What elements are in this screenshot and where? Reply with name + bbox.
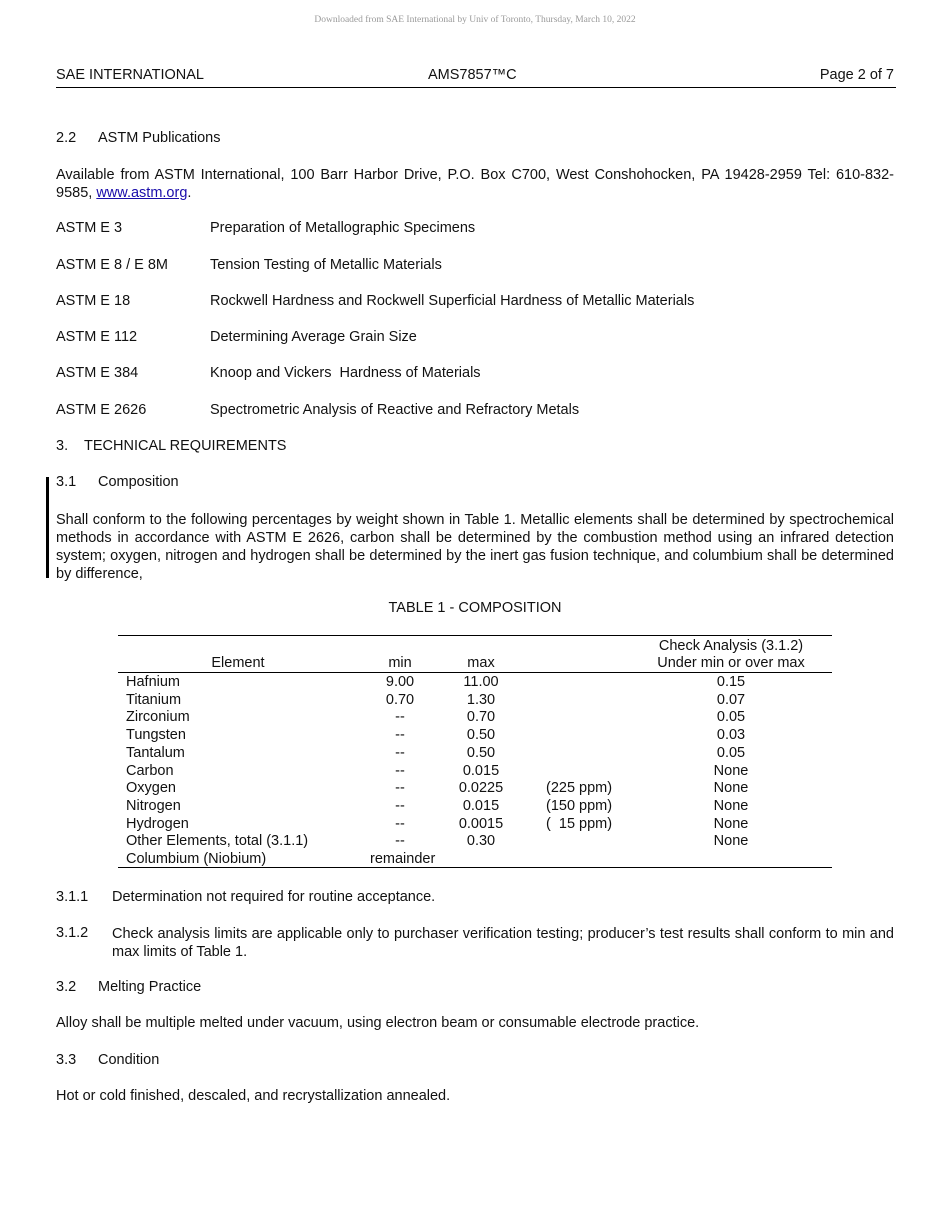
reference-code: ASTM E 384	[56, 365, 139, 381]
table-header-check-line1: Check Analysis (3.1.2)	[658, 638, 804, 654]
header-page-number: Page 2 of 7	[819, 67, 894, 83]
table-cell-check: 0.03	[716, 727, 746, 744]
section-2-2-number: 2.2	[56, 130, 77, 146]
note-text: Check analysis limits are applicable only to purchaser verification testing; producer’s test results shall conform to min and max limits of Table 1.	[112, 926, 894, 960]
table-cell-max: 0.0015	[458, 815, 504, 832]
note-number: 3.1.2	[56, 925, 89, 941]
table-cell-max: 0.015	[462, 762, 500, 779]
table-cell-max: 0.50	[466, 744, 496, 761]
section-2-2-title: ASTM Publications	[98, 130, 221, 146]
table-cell-check: None	[713, 762, 749, 779]
table-cell-element: Oxygen	[126, 780, 176, 797]
table-cell-min: --	[395, 744, 405, 761]
table-cell-max: 0.70	[466, 709, 496, 726]
table-cell-ppm: (225 ppm)	[546, 780, 613, 797]
table-cell-check: None	[713, 797, 749, 814]
table-cell-min: --	[395, 780, 405, 797]
reference-title: Tension Testing of Metallic Materials	[210, 257, 442, 273]
reference-title: Preparation of Metallographic Specimens	[210, 220, 476, 236]
reference-title: Determining Average Grain Size	[210, 329, 417, 345]
astm-availability-text: Available from ASTM International, 100 Barr Harbor Drive, P.O. Box C700, West Conshohocken, PA 19428-2959 Tel: 610-832-9585,	[56, 167, 894, 201]
table-header-min: min	[388, 655, 412, 671]
table-cell-min: --	[395, 762, 405, 779]
table-cell-max: 0.50	[466, 727, 496, 744]
table-cell-element: Tantalum	[126, 744, 185, 761]
reference-title: Rockwell Hardness and Rockwell Superficial Hardness of Metallic Materials	[210, 293, 695, 309]
table-cell-check: 0.05	[716, 744, 746, 761]
table-cell-element: Hafnium	[126, 674, 180, 690]
note-number: 3.1.1	[56, 889, 89, 905]
reference-title: Spectrometric Analysis of Reactive and Refractory Metals	[210, 402, 580, 418]
section-3-1-number: 3.1	[56, 474, 77, 490]
table-cell-min: 0.70	[385, 691, 415, 708]
astm-website-link[interactable]: www.astm.org	[96, 185, 188, 201]
table-cell-element: Tungsten	[126, 727, 186, 744]
table-header-rule	[118, 672, 832, 673]
table-cell-element: Titanium	[126, 691, 182, 708]
table-cell-check: 0.15	[716, 674, 746, 690]
reference-title: Knoop and Vickers Hardness of Materials	[210, 365, 481, 381]
section-3-3-number: 3.3	[56, 1052, 77, 1068]
reference-code: ASTM E 3	[56, 220, 123, 236]
section-3-number: 3.	[56, 438, 69, 454]
table-cell-element: Columbium (Niobium)	[126, 851, 267, 867]
table-cell-ppm: ( 15 ppm)	[546, 815, 613, 832]
table-cell-min: --	[395, 833, 405, 850]
table-cell-element: Zirconium	[126, 709, 190, 726]
table-cell-min: --	[395, 815, 405, 832]
reference-code: ASTM E 112	[56, 329, 138, 345]
table-cell-check: None	[713, 780, 749, 797]
reference-code: ASTM E 2626	[56, 402, 147, 418]
table-cell-max: 1.30	[466, 691, 496, 708]
table-cell-min: --	[395, 727, 405, 744]
condition-text: Hot or cold finished, descaled, and recrystallization annealed.	[56, 1088, 451, 1104]
reference-code: ASTM E 8 / E 8M	[56, 257, 168, 273]
table-cell-min: remainder	[370, 851, 436, 867]
table-cell-max: 0.30	[466, 833, 496, 850]
table-cell-element: Hydrogen	[126, 815, 189, 832]
table-cell-min: --	[395, 797, 405, 814]
header-organization: SAE INTERNATIONAL	[56, 67, 204, 83]
table-cell-min: 9.00	[385, 674, 415, 690]
astm-availability-paragraph	[56, 166, 894, 202]
section-3-1-title: Composition	[98, 474, 179, 490]
note-text: Determination not required for routine acceptance.	[112, 889, 436, 905]
table-header-max: max	[467, 655, 495, 671]
table-cell-check: None	[713, 833, 749, 850]
astm-availability-trailing: .	[187, 185, 192, 201]
revision-change-bar	[46, 477, 49, 578]
table-cell-max: 0.015	[462, 797, 500, 814]
table-header-check-line2: Under min or over max	[657, 655, 805, 671]
section-3-2-title: Melting Practice	[98, 979, 202, 995]
table-cell-min: --	[395, 709, 405, 726]
download-watermark: Downloaded from SAE International by Univ of Toronto, Thursday, March 10, 2022	[314, 15, 636, 25]
section-3-2-number: 3.2	[56, 979, 77, 995]
table-cell-check: 0.05	[716, 709, 746, 726]
table-cell-check: None	[713, 815, 749, 832]
table-header-element: Element	[211, 655, 265, 671]
table-bottom-rule	[118, 867, 832, 868]
table-cell-element: Carbon	[126, 762, 174, 779]
header-document-number: AMS7857™C	[428, 67, 517, 83]
header-rule	[56, 87, 896, 88]
table-top-rule	[118, 635, 832, 636]
composition-paragraph: Shall conform to the following percentages by weight shown in Table 1. Metallic elements shall be determined by spectrochemical methods in accordance with ASTM E 2626, carbon shall be determined by the combustion method using an infrared detection system; oxygen, nitrogen and hydrogen shall be determined by the inert gas fusion technique, and columbium shall be determined by difference,	[56, 512, 894, 582]
table-cell-element: Nitrogen	[126, 797, 181, 814]
table-cell-max: 0.0225	[458, 780, 504, 797]
melting-practice-text: Alloy shall be multiple melted under vacuum, using electron beam or consumable electrode practice.	[56, 1015, 700, 1031]
table-cell-element: Other Elements, total (3.1.1)	[126, 833, 309, 850]
section-3-3-title: Condition	[98, 1052, 160, 1068]
table-cell-ppm: (150 ppm)	[546, 797, 613, 814]
table-cell-max: 11.00	[463, 674, 499, 690]
table-caption: TABLE 1 - COMPOSITION	[388, 600, 562, 616]
reference-code: ASTM E 18	[56, 293, 131, 309]
section-3-title: TECHNICAL REQUIREMENTS	[84, 438, 287, 454]
table-cell-check: 0.07	[716, 691, 746, 708]
